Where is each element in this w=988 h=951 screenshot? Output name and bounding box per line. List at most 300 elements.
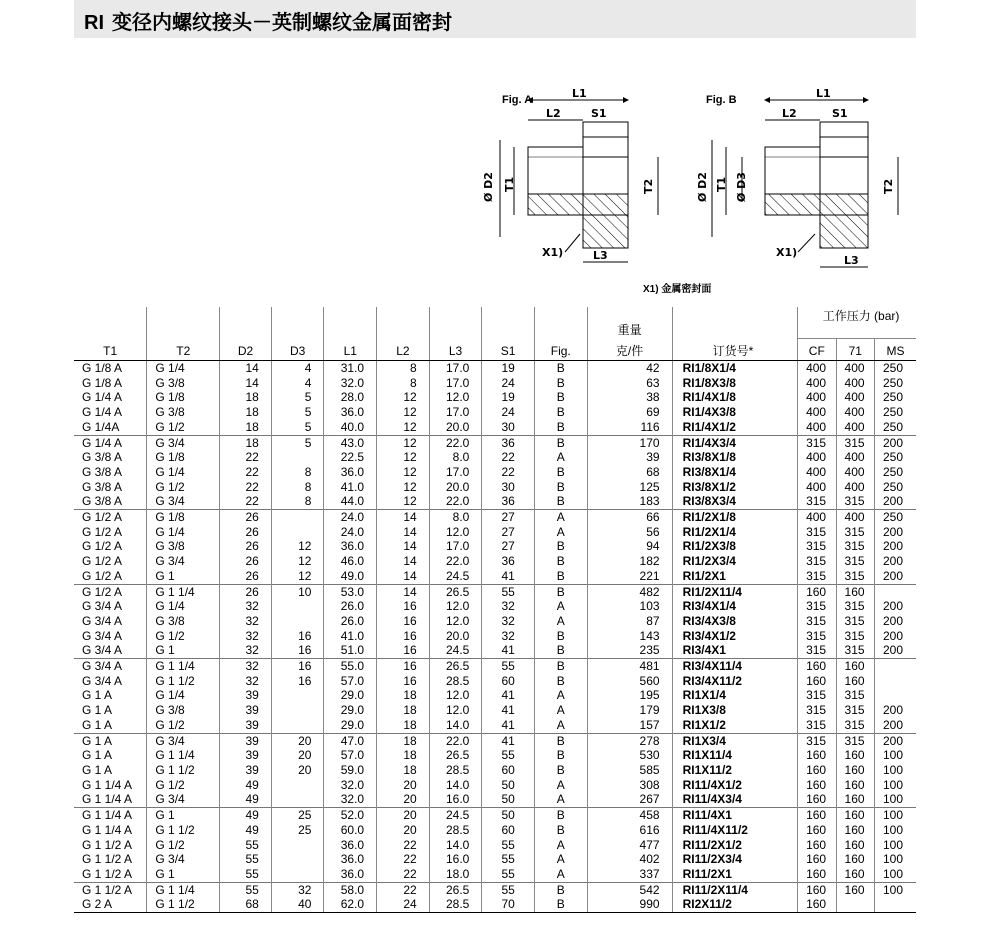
col-d2-cell: 39 xyxy=(220,718,272,733)
col-fig-cell: B xyxy=(534,405,587,420)
col-s1-cell: 19 xyxy=(482,361,535,376)
col-l1-cell: 41.0 xyxy=(324,480,377,495)
col-l1-cell: 29.0 xyxy=(324,703,377,718)
col-weight-cell: 157 xyxy=(587,718,672,733)
col-order-no-cell: RI1X1/4 xyxy=(672,688,797,703)
col-d2-cell: 32 xyxy=(220,643,272,658)
col-l3-cell: 24.5 xyxy=(429,808,482,823)
col-t1-cell: G 1/2 A xyxy=(74,510,147,525)
col-ms-cell: 200 xyxy=(882,613,903,628)
col-s1-cell: 41 xyxy=(482,703,535,718)
col-l3-header: L3 xyxy=(429,339,482,361)
col-t1-cell: G 3/8 A xyxy=(74,494,147,509)
col-weight-cell: 530 xyxy=(587,748,672,763)
col-d2-cell: 14 xyxy=(220,376,272,391)
col-d2-cell: 39 xyxy=(220,748,272,763)
col-s1-cell: 60 xyxy=(482,674,535,689)
col-weight-cell: 337 xyxy=(587,867,672,882)
col-d3-cell xyxy=(271,525,324,540)
col-l3-cell: 14.0 xyxy=(429,778,482,793)
title-text: 变径内螺纹接头－英制螺纹金属面密封 xyxy=(112,10,452,34)
col-t1-cell: G 1 1/4 A xyxy=(74,823,147,838)
col-cf-cell: 400 xyxy=(798,450,836,465)
col-weight-cell: 542 xyxy=(587,882,672,897)
col-l1-cell: 31.0 xyxy=(324,361,377,376)
col-d2-cell: 32 xyxy=(220,599,272,614)
col-weight-cell: 183 xyxy=(587,494,672,509)
col-71-header: 71 xyxy=(836,339,874,361)
col-t2-cell: G 1/2 xyxy=(147,838,220,853)
table-row xyxy=(74,674,916,689)
col-fig-cell: A xyxy=(534,778,587,793)
col-l3-cell: 28.5 xyxy=(429,763,482,778)
col-weight-cell: 170 xyxy=(587,435,672,450)
table-row xyxy=(74,823,916,838)
col-cf-cell: 400 xyxy=(798,390,836,405)
col-d2-cell: 26 xyxy=(220,584,272,599)
dim-t1: T1 xyxy=(503,176,516,192)
col-d3-cell: 8 xyxy=(271,494,324,509)
col-order-no-cell: RI3/8X3/4 xyxy=(672,494,797,509)
page-title xyxy=(84,6,452,35)
col-l3-cell: 12.0 xyxy=(429,688,482,703)
col-ms-cell: 100 xyxy=(882,762,903,777)
col-t1-cell: G 3/8 A xyxy=(74,450,147,465)
col-t1-cell: G 1/2 A xyxy=(74,584,147,599)
col-weight-cell: 278 xyxy=(587,733,672,748)
col-order-no-header: 订货号* xyxy=(672,339,797,361)
col-l1-cell: 51.0 xyxy=(324,643,377,658)
col-ms-cell: 200 xyxy=(882,554,903,569)
col-fig-cell: B xyxy=(534,494,587,509)
col-cf-header: CF xyxy=(798,339,836,361)
col-l3-cell: 26.5 xyxy=(429,584,482,599)
col-l2-cell: 12 xyxy=(377,494,430,509)
col-71-cell: 315 xyxy=(836,643,874,658)
col-d2-cell: 26 xyxy=(220,554,272,569)
col-order-no-cell: RI11/2X1/2 xyxy=(672,838,797,853)
col-d2-header: D2 xyxy=(220,339,272,361)
col-fig-cell: B xyxy=(534,361,587,376)
col-fig-cell: B xyxy=(534,748,587,763)
dim-t1-b: T1 xyxy=(715,176,728,192)
col-l1-cell: 57.0 xyxy=(324,674,377,689)
col-l2-cell: 14 xyxy=(377,525,430,540)
col-71-cell: 315 xyxy=(836,554,874,569)
col-t2-cell: G 1/4 xyxy=(147,525,220,540)
col-d3-cell xyxy=(271,792,324,807)
col-d3-cell xyxy=(271,688,324,703)
col-t1-cell: G 1/4 A xyxy=(74,390,147,405)
col-s1-cell: 41 xyxy=(482,643,535,658)
table-row xyxy=(74,614,916,629)
col-weight-cell: 195 xyxy=(587,688,672,703)
col-l2-cell: 18 xyxy=(377,748,430,763)
table-row xyxy=(74,808,916,823)
col-weight-cell: 103 xyxy=(587,599,672,614)
col-weight-cell: 63 xyxy=(587,376,672,391)
col-71-cell: 400 xyxy=(836,465,874,480)
col-d3-cell xyxy=(271,838,324,853)
col-weight-cell: 481 xyxy=(587,659,672,674)
col-l1-cell: 36.0 xyxy=(324,539,377,554)
col-ms-header: MS xyxy=(874,339,916,361)
table-row xyxy=(74,643,916,658)
pressure-header: 工作压力 (bar) xyxy=(798,307,916,339)
col-l2-cell: 22 xyxy=(377,852,430,867)
col-ms-cell: 250 xyxy=(882,419,903,434)
col-l3-cell: 12.0 xyxy=(429,599,482,614)
col-l1-cell: 43.0 xyxy=(324,435,377,450)
col-fig-cell: B xyxy=(534,629,587,644)
col-order-no-cell: RI3/4X11/2 xyxy=(672,674,797,689)
col-weight-cell: 125 xyxy=(587,480,672,495)
col-weight-cell: 402 xyxy=(587,852,672,867)
col-s1-cell: 55 xyxy=(482,852,535,867)
dim-l1: L1 xyxy=(572,87,587,100)
table-row xyxy=(74,763,916,778)
col-cf-cell: 315 xyxy=(798,599,836,614)
col-s1-cell: 50 xyxy=(482,808,535,823)
col-order-no-cell: RI1/2X3/8 xyxy=(672,539,797,554)
col-ms-cell xyxy=(874,659,916,674)
col-l2-header: L2 xyxy=(377,339,430,361)
col-d2-cell: 49 xyxy=(220,823,272,838)
table-row xyxy=(74,465,916,480)
col-l1-cell: 46.0 xyxy=(324,554,377,569)
col-d3-cell: 12 xyxy=(271,539,324,554)
col-t1-cell: G 1/2 A xyxy=(74,569,147,584)
col-ms-cell: 100 xyxy=(882,866,903,881)
col-l1-cell: 59.0 xyxy=(324,763,377,778)
table-row xyxy=(74,838,916,853)
col-t1-cell: G 1 1/2 A xyxy=(74,882,147,897)
col-s1-cell: 22 xyxy=(482,450,535,465)
col-t2-cell: G 3/4 xyxy=(147,435,220,450)
col-l1-cell: 40.0 xyxy=(324,420,377,435)
col-ms-cell: 100 xyxy=(882,777,903,792)
col-order-no-cell: RI1X11/2 xyxy=(672,763,797,778)
table-row xyxy=(74,703,916,718)
col-order-no-cell: RI11/4X1/2 xyxy=(672,778,797,793)
col-s1-cell: 60 xyxy=(482,823,535,838)
col-fig-cell: B xyxy=(534,465,587,480)
col-fig-cell: A xyxy=(534,838,587,853)
col-71-cell: 315 xyxy=(836,629,874,644)
col-s1-cell: 70 xyxy=(482,897,535,912)
col-t2-cell: G 3/8 xyxy=(147,539,220,554)
col-cf-cell: 400 xyxy=(798,510,836,525)
col-ms-cell xyxy=(874,688,916,703)
col-71-cell: 160 xyxy=(836,882,874,897)
table-row xyxy=(74,480,916,495)
col-order-no-cell: RI1/4X1/2 xyxy=(672,420,797,435)
col-d3-cell xyxy=(271,718,324,733)
col-t1-cell: G 1 A xyxy=(74,733,147,748)
col-d3-cell xyxy=(271,852,324,867)
col-t2-cell: G 1/4 xyxy=(147,465,220,480)
col-order-no-cell: RI11/4X3/4 xyxy=(672,792,797,807)
col-l3-cell: 12.0 xyxy=(429,614,482,629)
table-row xyxy=(74,494,916,509)
col-l2-cell: 18 xyxy=(377,718,430,733)
col-ms-cell: 100 xyxy=(882,748,903,763)
col-s1-cell: 41 xyxy=(482,733,535,748)
table-row xyxy=(74,659,916,674)
col-order-no-cell: RI11/2X11/4 xyxy=(672,882,797,897)
col-d2-cell: 68 xyxy=(220,897,272,912)
col-order-no-cell: RI1/4X3/4 xyxy=(672,435,797,450)
col-t1-cell: G 1 A xyxy=(74,748,147,763)
col-l1-cell: 32.0 xyxy=(324,376,377,391)
col-l2-cell: 16 xyxy=(377,659,430,674)
col-t1-cell: G 1/2 A xyxy=(74,525,147,540)
col-l3-cell: 28.5 xyxy=(429,674,482,689)
col-ms-cell: 200 xyxy=(882,539,903,554)
table-row xyxy=(74,420,916,435)
col-l3-cell: 26.5 xyxy=(429,748,482,763)
col-order-no-cell: RI1X1/2 xyxy=(672,718,797,733)
col-t2-cell: G 1 1/2 xyxy=(147,763,220,778)
col-l3-cell: 14.0 xyxy=(429,718,482,733)
col-l2-cell: 14 xyxy=(377,510,430,525)
col-cf-cell: 400 xyxy=(798,465,836,480)
col-l2-cell: 12 xyxy=(377,390,430,405)
col-fig-cell: A xyxy=(534,510,587,525)
col-71-cell: 315 xyxy=(836,539,874,554)
col-s1-cell: 32 xyxy=(482,599,535,614)
col-t2-cell: G 3/4 xyxy=(147,792,220,807)
col-l1-cell: 32.0 xyxy=(324,778,377,793)
col-order-no-cell: RI11/2X1 xyxy=(672,867,797,882)
col-71-cell: 160 xyxy=(836,659,874,674)
col-t2-cell: G 3/4 xyxy=(147,733,220,748)
col-order-no-cell: RI1/2X1/4 xyxy=(672,525,797,540)
col-fig-cell: B xyxy=(534,435,587,450)
col-s1-cell: 50 xyxy=(482,792,535,807)
col-cf-cell: 400 xyxy=(798,480,836,495)
col-d2-cell: 18 xyxy=(220,435,272,450)
col-d3-cell xyxy=(271,450,324,465)
col-71-cell: 400 xyxy=(836,510,874,525)
col-l1-cell: 32.0 xyxy=(324,792,377,807)
col-weight-cell: 585 xyxy=(587,763,672,778)
col-cf-cell: 315 xyxy=(798,525,836,540)
col-t2-cell: G 1 1/2 xyxy=(147,823,220,838)
col-t1-cell: G 1 A xyxy=(74,718,147,733)
col-l1-cell: 29.0 xyxy=(324,688,377,703)
col-cf-cell: 315 xyxy=(798,614,836,629)
col-t2-cell: G 3/4 xyxy=(147,852,220,867)
col-l3-cell: 20.0 xyxy=(429,420,482,435)
table-row xyxy=(74,584,916,599)
col-l2-cell: 22 xyxy=(377,838,430,853)
col-weight-cell: 235 xyxy=(587,643,672,658)
col-d3-cell: 12 xyxy=(271,569,324,584)
col-weight-cell: 56 xyxy=(587,525,672,540)
col-fig-cell: A xyxy=(534,599,587,614)
col-l1-cell: 49.0 xyxy=(324,569,377,584)
col-d2-cell: 55 xyxy=(220,838,272,853)
table-row xyxy=(74,569,916,584)
col-weight-cell: 42 xyxy=(587,361,672,376)
col-l3-cell: 24.5 xyxy=(429,569,482,584)
col-t1-cell: G 1 1/2 A xyxy=(74,852,147,867)
col-ms-cell: 200 xyxy=(882,628,903,643)
col-t1-cell: G 3/4 A xyxy=(74,614,147,629)
col-l2-cell: 14 xyxy=(377,539,430,554)
col-t2-cell: G 1/8 xyxy=(147,450,220,465)
col-cf-cell: 315 xyxy=(798,688,836,703)
col-fig-cell: B xyxy=(534,674,587,689)
col-d2-cell: 39 xyxy=(220,703,272,718)
table-row xyxy=(74,867,916,882)
col-d2-cell: 32 xyxy=(220,629,272,644)
col-ms-cell xyxy=(874,584,916,599)
col-d3-cell: 10 xyxy=(271,584,324,599)
col-cf-cell: 160 xyxy=(798,778,836,793)
col-fig-cell: A xyxy=(534,614,587,629)
col-l3-cell: 16.0 xyxy=(429,852,482,867)
col-l3-cell: 26.5 xyxy=(429,882,482,897)
col-d3-cell xyxy=(271,510,324,525)
col-order-no-cell: RI1/2X1 xyxy=(672,569,797,584)
col-t1-cell: G 1 1/2 A xyxy=(74,867,147,882)
col-weight-cell: 560 xyxy=(587,674,672,689)
col-s1-cell: 60 xyxy=(482,763,535,778)
col-d2-cell: 18 xyxy=(220,420,272,435)
col-t2-cell: G 3/8 xyxy=(147,376,220,391)
col-t1-cell: G 1 A xyxy=(74,703,147,718)
col-l1-cell: 36.0 xyxy=(324,838,377,853)
col-s1-cell: 55 xyxy=(482,838,535,853)
col-l3-cell: 22.0 xyxy=(429,733,482,748)
col-l3-cell: 12.0 xyxy=(429,703,482,718)
col-weight-cell: 68 xyxy=(587,465,672,480)
col-fig-cell: A xyxy=(534,688,587,703)
col-cf-cell: 160 xyxy=(798,584,836,599)
col-l2-cell: 12 xyxy=(377,465,430,480)
table-row xyxy=(74,390,916,405)
dim-s1: S1 xyxy=(591,107,607,120)
col-t1-cell: G 1/4 A xyxy=(74,405,147,420)
col-l1-cell: 62.0 xyxy=(324,897,377,912)
dim-d2: Ø D2 xyxy=(482,172,495,202)
col-fig-cell: A xyxy=(534,450,587,465)
col-l3-cell: 8.0 xyxy=(429,510,482,525)
col-t2-cell: G 3/8 xyxy=(147,405,220,420)
col-cf-cell: 160 xyxy=(798,792,836,807)
col-71-cell: 315 xyxy=(836,718,874,733)
dim-t2-b: T2 xyxy=(882,178,895,194)
col-fig-cell: A xyxy=(534,852,587,867)
col-ms-cell: 200 xyxy=(874,435,916,450)
col-71-cell: 400 xyxy=(836,361,874,376)
table-row xyxy=(74,778,916,793)
col-d2-cell: 26 xyxy=(220,525,272,540)
col-cf-cell: 315 xyxy=(798,733,836,748)
col-t1-cell: G 3/4 A xyxy=(74,629,147,644)
col-order-no-cell: RI3/8X1/4 xyxy=(672,465,797,480)
product-code: RI xyxy=(84,12,104,34)
table-row xyxy=(74,748,916,763)
col-l3-cell: 24.5 xyxy=(429,643,482,658)
col-order-no-cell: RI3/4X1/4 xyxy=(672,599,797,614)
col-71-cell: 315 xyxy=(836,614,874,629)
col-t1-cell: G 1/8 A xyxy=(74,361,147,376)
col-ms-cell: 200 xyxy=(882,703,903,718)
col-d3-cell: 20 xyxy=(271,733,324,748)
col-order-no-cell: RI11/4X11/2 xyxy=(672,823,797,838)
col-l3-cell: 12.0 xyxy=(429,390,482,405)
col-l2-cell: 22 xyxy=(377,867,430,882)
col-d3-cell: 5 xyxy=(271,435,324,450)
col-l2-cell: 8 xyxy=(377,361,430,376)
col-order-no-cell: RI1/2X11/4 xyxy=(672,584,797,599)
col-d3-cell: 8 xyxy=(271,480,324,495)
col-l1-cell: 28.0 xyxy=(324,390,377,405)
col-s1-cell: 41 xyxy=(482,688,535,703)
col-71-cell: 400 xyxy=(836,450,874,465)
col-d3-cell: 16 xyxy=(271,643,324,658)
col-t2-cell: G 1 xyxy=(147,808,220,823)
col-ms-cell: 200 xyxy=(882,568,903,583)
col-t1-cell: G 1/4A xyxy=(74,420,147,435)
col-order-no-cell: RI1/8X3/8 xyxy=(672,376,797,391)
col-s1-cell: 36 xyxy=(482,435,535,450)
col-l2-cell: 16 xyxy=(377,643,430,658)
col-cf-cell: 160 xyxy=(798,823,836,838)
fig-b-label: Fig. B xyxy=(706,94,737,106)
col-l2-cell: 16 xyxy=(377,599,430,614)
col-d3-cell: 20 xyxy=(271,748,324,763)
col-t1-cell: G 1/8 A xyxy=(74,376,147,391)
col-l2-cell: 20 xyxy=(377,808,430,823)
col-s1-header: S1 xyxy=(482,339,535,361)
col-t1-cell: G 1 1/2 A xyxy=(74,838,147,853)
col-cf-cell: 315 xyxy=(798,718,836,733)
col-l3-cell: 17.0 xyxy=(429,376,482,391)
col-71-cell: 315 xyxy=(836,525,874,540)
col-weight-cell: 458 xyxy=(587,808,672,823)
col-ms-cell: 100 xyxy=(882,852,903,867)
col-l2-cell: 12 xyxy=(377,480,430,495)
col-ms-cell: 100 xyxy=(882,822,903,837)
col-71-cell: 400 xyxy=(836,390,874,405)
col-fig-cell: B xyxy=(534,763,587,778)
table-row xyxy=(74,525,916,540)
col-t2-cell: G 1/8 xyxy=(147,510,220,525)
col-weight-cell: 308 xyxy=(587,778,672,793)
col-d3-cell: 16 xyxy=(271,674,324,689)
col-d2-cell: 49 xyxy=(220,792,272,807)
col-d3-cell: 8 xyxy=(271,465,324,480)
dim-d3: Ø D3 xyxy=(735,172,748,202)
col-71-cell: 315 xyxy=(836,733,874,748)
table-row xyxy=(74,435,916,450)
col-s1-cell: 22 xyxy=(482,465,535,480)
col-d2-cell: 49 xyxy=(220,778,272,793)
col-fig-cell: B xyxy=(534,539,587,554)
col-l1-cell: 29.0 xyxy=(324,718,377,733)
col-71-cell: 160 xyxy=(836,823,874,838)
col-cf-cell: 315 xyxy=(798,554,836,569)
col-71-cell: 400 xyxy=(836,405,874,420)
col-d2-cell: 55 xyxy=(220,867,272,882)
col-s1-cell: 41 xyxy=(482,569,535,584)
col-d3-cell: 20 xyxy=(271,763,324,778)
col-l1-cell: 36.0 xyxy=(324,465,377,480)
